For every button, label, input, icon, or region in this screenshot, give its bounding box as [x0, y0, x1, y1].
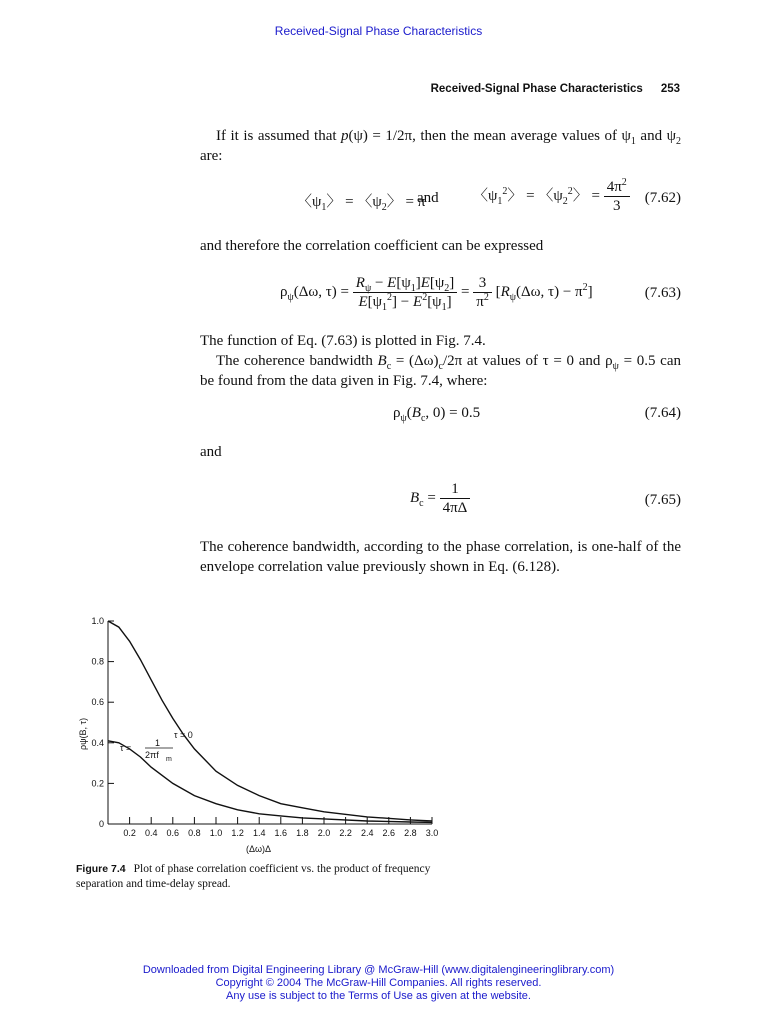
x-tick-label: 0.2: [123, 828, 136, 838]
paragraph-coherence: The coherence bandwidth $B_c = (\Delta\omega)_c/2\pi$ at values of τ = 0 and $\rho_\psi = 0.5$ can be found from the data given in Fig. 7.4, where:: [200, 353, 682, 389]
equation-number-7-63: (7.63): [644, 285, 681, 301]
y-tick-label: 1.0: [91, 616, 104, 626]
chart-axes: [108, 621, 432, 824]
curve-label-tau-den: 2πf: [145, 750, 159, 760]
equation-7-63: $\rho_\psi(\Delta\omega$, τ) = $\frac{R_\psi - E[\psi_1]E[\psi_2]}{E[\psi_1^2] - E^2[\psi_1]}$ = $\frac{3}{\pi^2}$ [$R_\psi(\Delta\omega$, $\tau) - \pi^2$]: [280, 275, 593, 313]
equation-7-65: $B_c$ = $\frac{1}{4\pi\Delta}$: [410, 480, 470, 517]
paragraph-and: and: [200, 444, 222, 460]
y-tick-label: 0.6: [91, 697, 104, 708]
x-tick-label: 1.4: [252, 828, 266, 838]
x-tick-label: 0.6: [166, 828, 180, 838]
chart-series: [108, 621, 432, 822]
figure-7-4-chart: [70, 610, 450, 860]
paragraph-intro: If it is assumed that p(ψ) = 1/2π, then the mean average values of $\psi_1$ and $\psi_2$ are:: [200, 128, 681, 164]
paragraph-conclusion: The coherence bandwidth, according to the phase correlation, is one-half of the envelope correlation value previously shown in Eq. (6.128).: [200, 539, 681, 575]
y-tick-label: 0: [98, 819, 104, 829]
x-tick-label: 2.0: [317, 828, 331, 838]
x-tick-label: 1.6: [274, 828, 288, 838]
curve-label-tau-prefix: τ =: [120, 743, 132, 753]
top-link[interactable]: Received-Signal Phase Characteristics: [274, 24, 483, 38]
x-tick-label: 2.6: [382, 828, 396, 838]
x-tick-label: 2.8: [404, 828, 417, 838]
equation-7-62-left: 〈$\psi_1$〉 = 〈$\psi_2$〉 = π: [297, 194, 426, 213]
footer-download-link[interactable]: Downloaded from Digital Engineering Library @ McGraw-Hill (www.digitalengineeringlibrary.com): [142, 964, 615, 976]
x-axis-label: (Δω)Δ: [246, 844, 272, 854]
paragraph-plotted: The function of Eq. (7.63) is plotted in Fig. 7.4.: [200, 333, 486, 349]
equation-number-7-64: (7.64): [644, 405, 681, 421]
series-line-1: [108, 621, 432, 821]
paragraph-correlation: and therefore the correlation coefficient can be expressed: [200, 238, 544, 254]
equation-number-7-62: (7.62): [644, 190, 681, 206]
equation-7-62-right: 〈$\psi_1^2$〉 = 〈$\psi_2^2$〉 = $\frac{4\pi^2}{3}$: [473, 178, 630, 215]
footer-copyright: Copyright © 2004 The McGraw-Hill Companies. All rights reserved.: [215, 977, 542, 989]
y-tick-label: 0.2: [91, 778, 104, 789]
equation-7-64: $\rho_\psi(B_c$, 0) = 0.5: [393, 405, 481, 424]
footer-terms: Any use is subject to the Terms of Use as given at the website.: [226, 990, 531, 1002]
figure-caption: [76, 862, 446, 892]
y-axis-label: ρψ(B, τ): [78, 717, 88, 750]
footer: [0, 964, 757, 1003]
curve-label-tau-den-sub: m: [166, 756, 172, 763]
x-tick-label: 3.0: [425, 828, 439, 838]
running-head: [431, 83, 680, 95]
y-tick-label: 0.4: [91, 737, 104, 748]
x-tick-label: 1.2: [231, 828, 244, 838]
x-tick-label: 0.4: [144, 828, 158, 838]
equation-and-word: and: [417, 190, 439, 206]
running-head-title: Received-Signal Phase Characteristics: [430, 83, 643, 95]
x-tick-label: 0.8: [188, 828, 201, 838]
figure-label: Figure 7.4: [76, 863, 126, 875]
equation-number-7-65: (7.65): [644, 492, 681, 508]
chart-ticks: [91, 616, 438, 838]
x-tick-label: 1.0: [209, 828, 223, 838]
figure-caption-text: Plot of phase correlation coefficient vs. the product of frequency separation and time-delay spread.: [76, 863, 431, 890]
curve-label-tau-zero: τ = 0: [174, 730, 193, 740]
y-tick-label: 0.8: [91, 656, 104, 667]
curve-label-tau-num: 1: [155, 738, 161, 748]
x-tick-label: 2.4: [360, 828, 374, 838]
page-number: 253: [660, 83, 680, 95]
x-tick-label: 1.8: [296, 828, 309, 838]
x-tick-label: 2.2: [339, 828, 352, 838]
